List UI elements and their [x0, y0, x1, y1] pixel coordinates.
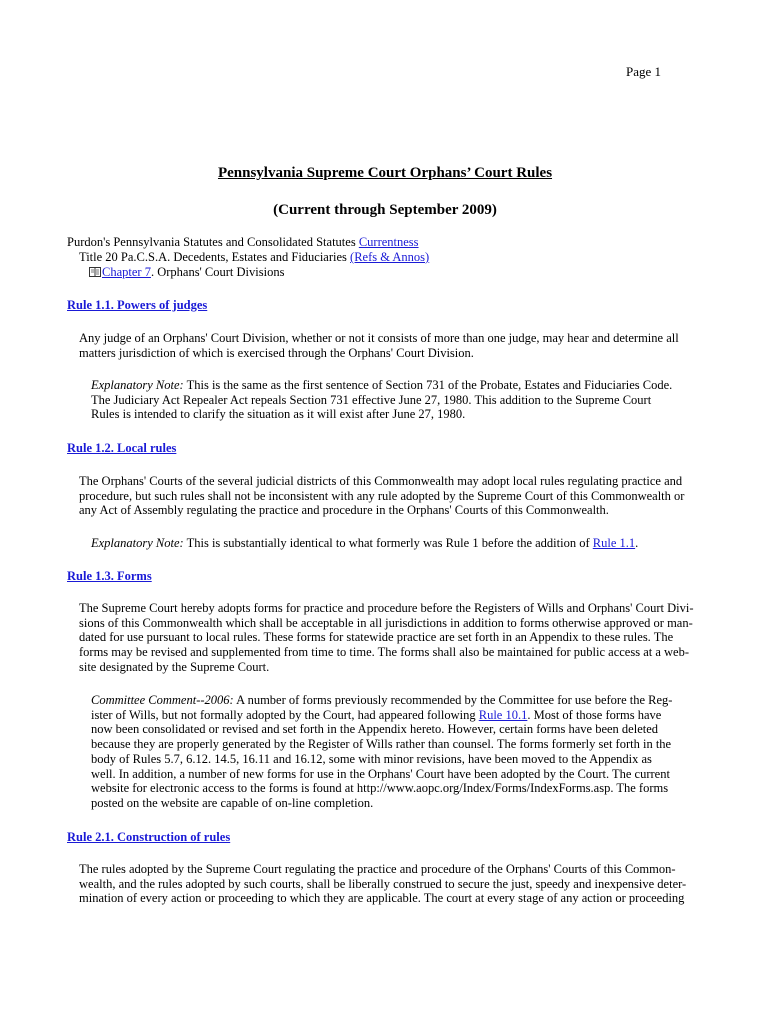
rule-body-line: The rules adopted by the Supreme Court regulating the practice and procedure of the Orphans' Courts of this Common-	[79, 862, 676, 876]
note-line: Rules is intended to clarify the situation as it will exist after June 27, 1980.	[91, 407, 466, 422]
rule-1-2-note	[91, 536, 691, 551]
note-line	[91, 708, 691, 723]
rule-body-line: forms may be revised and supplemented from time to time. The forms shall also be maintained for public access at a web-	[79, 645, 690, 660]
source-statutes-text: Purdon's Pennsylvania Statutes and Consolidated Statutes	[67, 235, 359, 249]
rule-1-3-link[interactable]: Rule 1.3. Forms	[67, 569, 152, 583]
note-text: .	[635, 536, 639, 550]
note-line: posted on the website are capable of on-line completion.	[91, 795, 374, 810]
note-label: Explanatory Note:	[91, 378, 184, 392]
page-number: Page 1	[626, 64, 662, 79]
note-text: A number of forms previously recommended by the Committee for use before the Reg-	[233, 693, 673, 707]
rule-body-line: mination of every action or proceeding to which they are applicable. The court at every stage of any action or proceeding	[79, 891, 685, 906]
rule-1-1-link[interactable]: Rule 1.1. Powers of judges	[67, 298, 208, 312]
note-text: This is the same as the first sentence of Section 731 of the Probate, Estates and Fiduciaries Code.	[183, 378, 673, 392]
source-title-text: Title 20 Pa.C.S.A. Decedents, Estates and Fiduciaries	[79, 250, 351, 264]
note-line: website for electronic access to the forms is found at http://www.aopc.org/Index/Forms/IndexForms.asp. The forms	[91, 781, 669, 796]
refs-annos-link[interactable]: (Refs & Annos)	[350, 250, 430, 264]
currentness-link[interactable]: Currentness	[358, 235, 419, 249]
rule-body-line: site designated by the Supreme Court.	[79, 659, 270, 674]
rule-1-3-body	[79, 601, 704, 675]
document-title: Pennsylvania Supreme Court Orphans’ Court Rules	[217, 165, 553, 181]
rule-2-1-heading	[67, 830, 230, 845]
note-text: ister of Wills, but not formally adopted by the Court, had appeared following	[91, 707, 479, 722]
rule-1-2-body	[79, 474, 704, 518]
rule-body-line: wealth, and the rules adopted by such courts, shall be liberally construed to secure the just, speedy and inexpensive deter-	[79, 876, 687, 891]
rule-body-line: sions of this Commonwealth which shall be acceptable in all jurisdictions in addition to forms otherwise approved or man-	[79, 615, 693, 630]
note-text: . Most of those forms have	[527, 707, 662, 722]
rule-1-1-note	[91, 378, 691, 422]
rule-2-1-link[interactable]: Rule 2.1. Construction of rules	[67, 830, 231, 844]
source-line-chapter	[89, 265, 284, 280]
rule-body-line: Any judge of an Orphans' Court Division, whether or not it consists of more than one judge, may hear and determine all	[79, 331, 679, 345]
rule-body-line: The Orphans' Courts of the several judicial districts of this Commonwealth may adopt local rules regulating practice and	[79, 474, 683, 488]
note-line: The Judiciary Act Repealer Act repeals Section 731 effective June 27, 1980. This addition to the Supreme Court	[91, 392, 652, 407]
chapter-7-link[interactable]: Chapter 7	[102, 265, 151, 279]
rule-1-2-heading	[67, 441, 176, 456]
rule-2-1-body	[79, 862, 704, 906]
rule-1-1-heading	[67, 298, 207, 313]
source-line-statutes	[67, 235, 419, 250]
source-line-title	[79, 250, 429, 265]
rule-1-1-body	[79, 331, 704, 360]
rule-1-2-link[interactable]: Rule 1.2. Local rules	[67, 441, 177, 455]
note-line	[91, 536, 691, 551]
rule-1-3-heading	[67, 569, 152, 584]
rule-10-1-link[interactable]: Rule 10.1	[478, 707, 528, 722]
rule-body-line: matters jurisdiction of which is exercised through the Orphans' Court Division.	[79, 345, 474, 360]
note-line: body of Rules 5.7, 6.12. 14.5, 16.11 and 16.12, some with minor revisions, have been moved to the Appendix as	[91, 751, 652, 766]
rule-body-line: any Act of Assembly regulating the practice and procedure in the Orphans' Courts of this Commonwealth.	[79, 503, 609, 518]
note-line: because they are properly generated by the Register of Wills rather than counsel. The forms formerly set forth in the	[91, 737, 672, 752]
note-line	[91, 693, 691, 708]
note-label: Explanatory Note:	[91, 536, 184, 550]
note-text: This is substantially identical to what formerly was Rule 1 before the addition of	[183, 536, 593, 550]
rule-body-line: procedure, but such rules shall not be inconsistent with any rule adopted by the Supreme Court of this Commonwealth or	[79, 488, 685, 503]
note-line: well. In addition, a number of new forms for use in the Orphans' Court have been adopted by the Court. The current	[91, 766, 670, 781]
rule-1-3-comment	[91, 693, 691, 811]
note-label: Committee Comment--2006:	[91, 693, 234, 707]
book-icon	[89, 266, 101, 276]
rule-body-line: dated for use pursuant to local rules. These forms for statewide practice are set forth in an Appendix to these rules. The	[79, 630, 674, 645]
note-line	[91, 378, 691, 393]
rule-body-line: The Supreme Court hereby adopts forms for practice and procedure before the Registers of Wills and Orphans' Court Divi-	[79, 601, 694, 615]
document-subtitle: (Current through September 2009)	[273, 202, 497, 218]
source-chapter-text: . Orphans' Court Divisions	[150, 265, 285, 279]
rule-1-1-ref-link[interactable]: Rule 1.1	[592, 536, 636, 550]
note-line: now been consolidated or revised and set forth in the Appendix hereto. However, certain forms have been deleted	[91, 722, 659, 737]
